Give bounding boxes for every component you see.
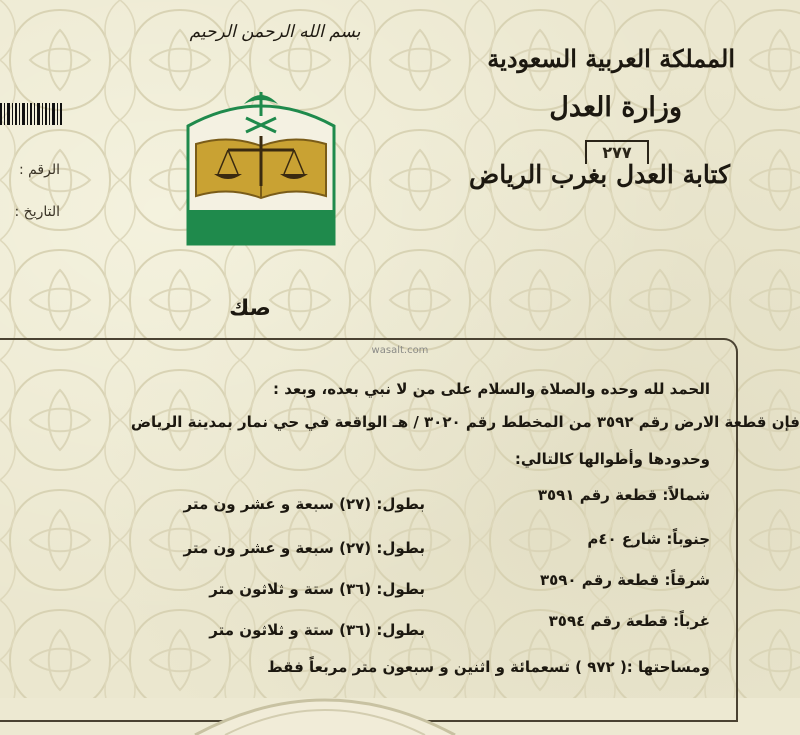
boundary-south: جنوباً: شارع ٤٠م xyxy=(587,530,710,548)
boundary-west-length: بطول: (٣٦) ستة و ثلاثون متر xyxy=(209,621,425,639)
deed-title: صك xyxy=(229,296,271,321)
seal-edge xyxy=(175,675,475,735)
boundary-west: غرباً: قطعة رقم ٣٥٩٤ xyxy=(548,612,710,630)
date-label: التاريخ : xyxy=(14,204,60,220)
office-number: ٢٧٧ xyxy=(585,140,649,164)
boundaries-intro: وحدودها وأطوالها كالتالي: xyxy=(514,450,710,468)
boundary-north: شمالاً: قطعة رقم ٣٥٩١ xyxy=(537,486,710,504)
website-watermark: wasalt.com xyxy=(371,345,429,356)
boundary-south-length: بطول: (٢٧) سبعة و عشر ون متر xyxy=(183,539,425,557)
boundary-north-length: بطول: (٢٧) سبعة و عشر ون متر xyxy=(183,495,425,513)
kingdom-name: المملكة العربية السعودية xyxy=(487,44,735,73)
parcel-description: فإن قطعة الارض رقم ٣٥٩٢ من المخطط رقم ٣٠٢٠ / هـ الواقعة في حي نمار بمدينة الرياض xyxy=(130,413,800,431)
boundary-east: شرقاً: قطعة رقم ٣٥٩٠ xyxy=(539,571,710,589)
ministry-name: وزارة العدل xyxy=(549,92,682,123)
deed-intro: الحمد لله وحده والصلاة والسلام على من لا نبي بعده، وبعد : xyxy=(273,380,710,398)
basmala: بسم الله الرحمن الرحيم xyxy=(189,22,361,42)
plot-area: ومساحتها :( ٩٧٢ ) تسعمائة و اثنين و سبعون متر مربعاً فقط xyxy=(267,658,710,676)
reference-number-label: الرقم : xyxy=(18,162,60,178)
notary-office: كتابة العدل بغرب الرياض xyxy=(469,160,730,189)
ministry-of-justice-emblem xyxy=(184,86,338,246)
boundary-east-length: بطول: (٣٦) ستة و ثلاثون متر xyxy=(209,580,425,598)
barcode xyxy=(0,103,62,125)
